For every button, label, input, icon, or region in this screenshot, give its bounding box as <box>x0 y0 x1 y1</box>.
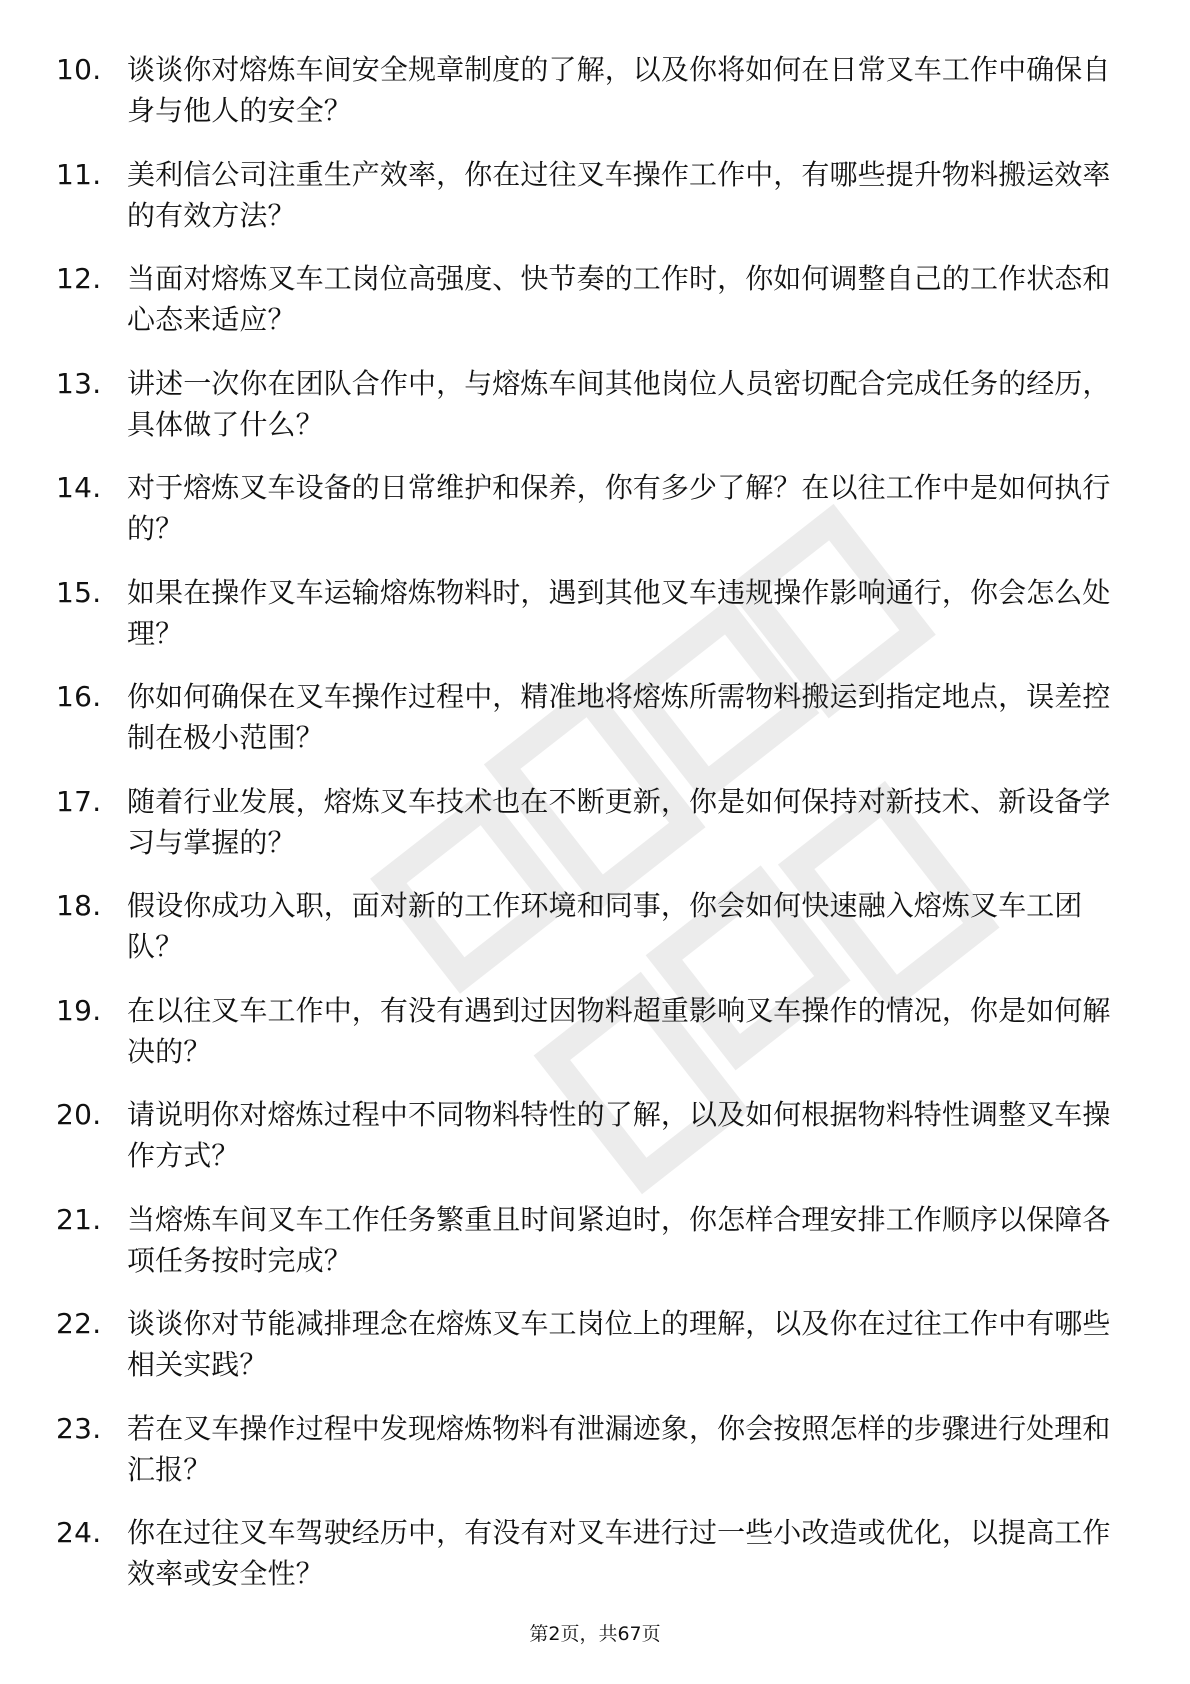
question-text: 美利信公司注重生产效率，你在过往叉车操作工作中，有哪些提升物料搬运效率的有效方法？ <box>127 157 1111 232</box>
question-number: 15. <box>56 575 102 609</box>
question-number: 20. <box>56 1098 102 1131</box>
question-text: 在以往叉车工作中，有没有遇到过因物料超重影响叉车操作的情况，你是如何解决的？ <box>127 993 1111 1068</box>
question-number: 18. <box>56 889 102 922</box>
question-number: 21. <box>56 1202 102 1236</box>
question-item <box>56 676 1136 781</box>
question-text: 对于熔炼叉车设备的日常维护和保养，你有多少了解？在以往工作中是如何执行的？ <box>127 471 1111 545</box>
question-item <box>56 572 1136 677</box>
question-item <box>56 1199 1136 1304</box>
question-number: 16. <box>56 680 102 713</box>
question-number: 14. <box>56 471 102 504</box>
question-item <box>56 990 1136 1095</box>
question-number: 17. <box>56 784 102 818</box>
question-number: 12. <box>56 262 102 295</box>
question-number: 23. <box>56 1411 102 1445</box>
question-text: 随着行业发展，熔炼叉车技术也在不断更新，你是如何保持对新技术、新设备学习与掌握的？ <box>127 784 1111 859</box>
question-number: 11. <box>56 157 102 191</box>
question-number: 10. <box>56 53 102 86</box>
question-number: 24. <box>56 1516 102 1549</box>
question-item <box>56 1094 1136 1199</box>
question-text: 谈谈你对熔炼车间安全规章制度的了解，以及你将如何在日常叉车工作中确保自身与他人的安全？ <box>127 53 1111 127</box>
question-item <box>56 781 1136 886</box>
question-text: 若在叉车操作过程中发现熔炼物料有泄漏迹象，你会按照怎样的步骤进行处理和汇报？ <box>127 1411 1111 1486</box>
question-number: 19. <box>56 993 102 1027</box>
question-item <box>56 258 1136 363</box>
question-item <box>56 885 1136 990</box>
page-footer: 第2页，共67页 <box>529 1623 661 1645</box>
question-text: 你在过往叉车驾驶经历中，有没有对叉车进行过一些小改造或优化，以提高工作效率或安全性？ <box>127 1516 1111 1590</box>
question-text: 讲述一次你在团队合作中，与熔炼车间其他岗位人员密切配合完成任务的经历，具体做了什么？ <box>127 366 1111 441</box>
question-item <box>56 467 1136 572</box>
question-number: 13. <box>56 366 102 400</box>
question-text: 请说明你对熔炼过程中不同物料特性的了解，以及如何根据物料特性调整叉车操作方式？ <box>127 1098 1111 1172</box>
question-text: 当面对熔炼叉车工岗位高强度、快节奏的工作时，你如何调整自己的工作状态和心态来适应？ <box>127 262 1111 336</box>
question-text: 如果在操作叉车运输熔炼物料时，遇到其他叉车违规操作影响通行，你会怎么处理？ <box>127 575 1111 650</box>
question-list <box>56 49 1136 1617</box>
question-item <box>56 154 1136 259</box>
question-text: 当熔炼车间叉车工作任务繁重且时间紧迫时，你怎样合理安排工作顺序以保障各项任务按时完成？ <box>127 1202 1111 1277</box>
question-item <box>56 1512 1136 1617</box>
question-item <box>56 1303 1136 1408</box>
question-item <box>56 1408 1136 1513</box>
question-text: 谈谈你对节能减排理念在熔炼叉车工岗位上的理解，以及你在过往工作中有哪些相关实践？ <box>127 1307 1111 1381</box>
question-item <box>56 49 1136 154</box>
question-item <box>56 363 1136 468</box>
question-text: 假设你成功入职，面对新的工作环境和同事，你会如何快速融入熔炼叉车工团队？ <box>127 889 1083 963</box>
question-number: 22. <box>56 1307 102 1340</box>
question-text: 你如何确保在叉车操作过程中，精准地将熔炼所需物料搬运到指定地点，误差控制在极小范围？ <box>127 680 1111 754</box>
